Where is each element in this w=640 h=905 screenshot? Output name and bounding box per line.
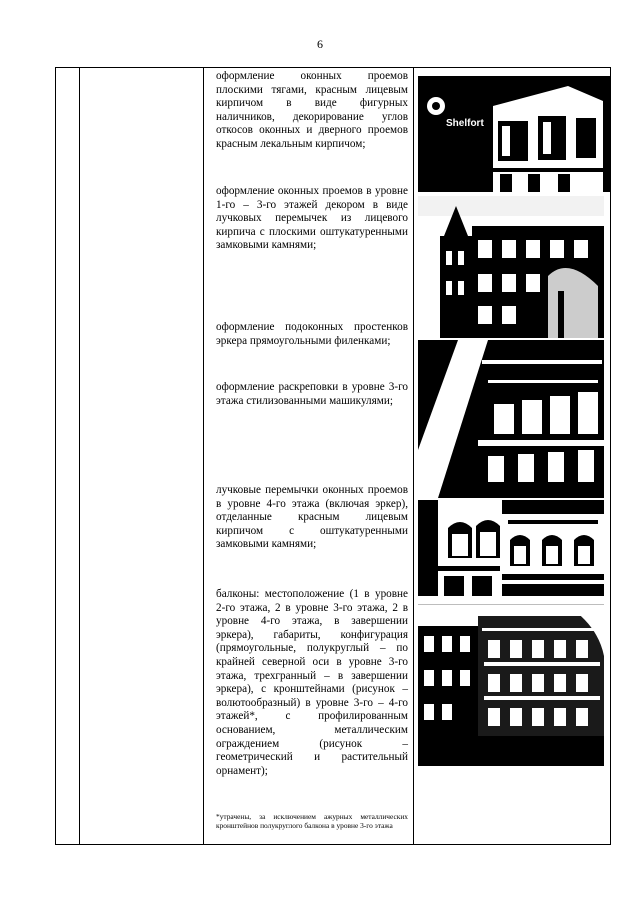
facade-photo-bay-window xyxy=(418,340,604,498)
facade-photo-bay-window-image xyxy=(418,340,604,498)
footnote: *утрачены, за исключением ажурных металлических кронштейнов полукруглого балкона в уровне 3-го этажа xyxy=(216,812,408,830)
facade-photo-turret-image xyxy=(418,196,604,338)
facade-photo-balconies-image xyxy=(418,606,604,766)
facade-photo-sign-image xyxy=(418,76,610,192)
paragraph-balconies: балконы: местоположение (1 в уровне 2-го этажа, 2 в уровне 3-го этажа, 2 в уровне 4-го этажа, в завершении эркера), габариты, конфигурация (прямоугольные, полукруглый – по крайней северной оси в уровне 3-го этажа, трехгранный – в завершении эркера), с кронштейнами (рисунок – волютообразный) в уровне 3-го – 4-го этажей*, с профилированным основанием, металлическим ограждением (рисунок – геометрический и растительный орнамент); xyxy=(216,588,408,777)
column-divider-1 xyxy=(79,68,80,844)
facade-photo-lintels-left xyxy=(418,500,500,596)
paragraph-window-lintels: оформление оконных проемов в уровне 1-го – 3-го этажей декором в виде лучковых перемычек из лицевого кирпича с плоскими оштукатуренными замковыми камнями; xyxy=(216,185,408,252)
page-number: 6 xyxy=(317,37,323,51)
column-divider-3 xyxy=(413,68,414,844)
column-divider-2 xyxy=(203,68,204,844)
paragraph-bay-panels: оформление подоконных простенков эркера прямоугольными филенками; xyxy=(216,321,408,347)
facade-photo-lintels-right xyxy=(502,500,604,596)
facade-photo-sign xyxy=(418,76,610,192)
facade-photo-lintels-right-image xyxy=(502,500,604,596)
paragraph-machicolations: оформление раскреповки в уровне 3-го этажа стилизованными машикулями; xyxy=(216,381,408,407)
shop-sign-text: Shelfort xyxy=(446,118,484,129)
facade-photo-turret xyxy=(418,196,604,338)
facade-photo-balconies xyxy=(418,606,604,766)
photo-separator-line xyxy=(418,604,604,605)
paragraph-window-trim: оформление оконных проемов плоскими тягами, красным лицевым кирпичом в виде фигурных наличников, декорирование углов откосов оконных и дверного проемов красным лекальным кирпичом; xyxy=(216,70,408,150)
paragraph-arched-lintels: лучковые перемычки оконных проемов в уровне 4-го этажа (включая эркер), отделанные красным лицевым кирпичом с оштукатуренными замковыми камнями; xyxy=(216,484,408,551)
facade-photo-lintels-left-image xyxy=(418,500,500,596)
